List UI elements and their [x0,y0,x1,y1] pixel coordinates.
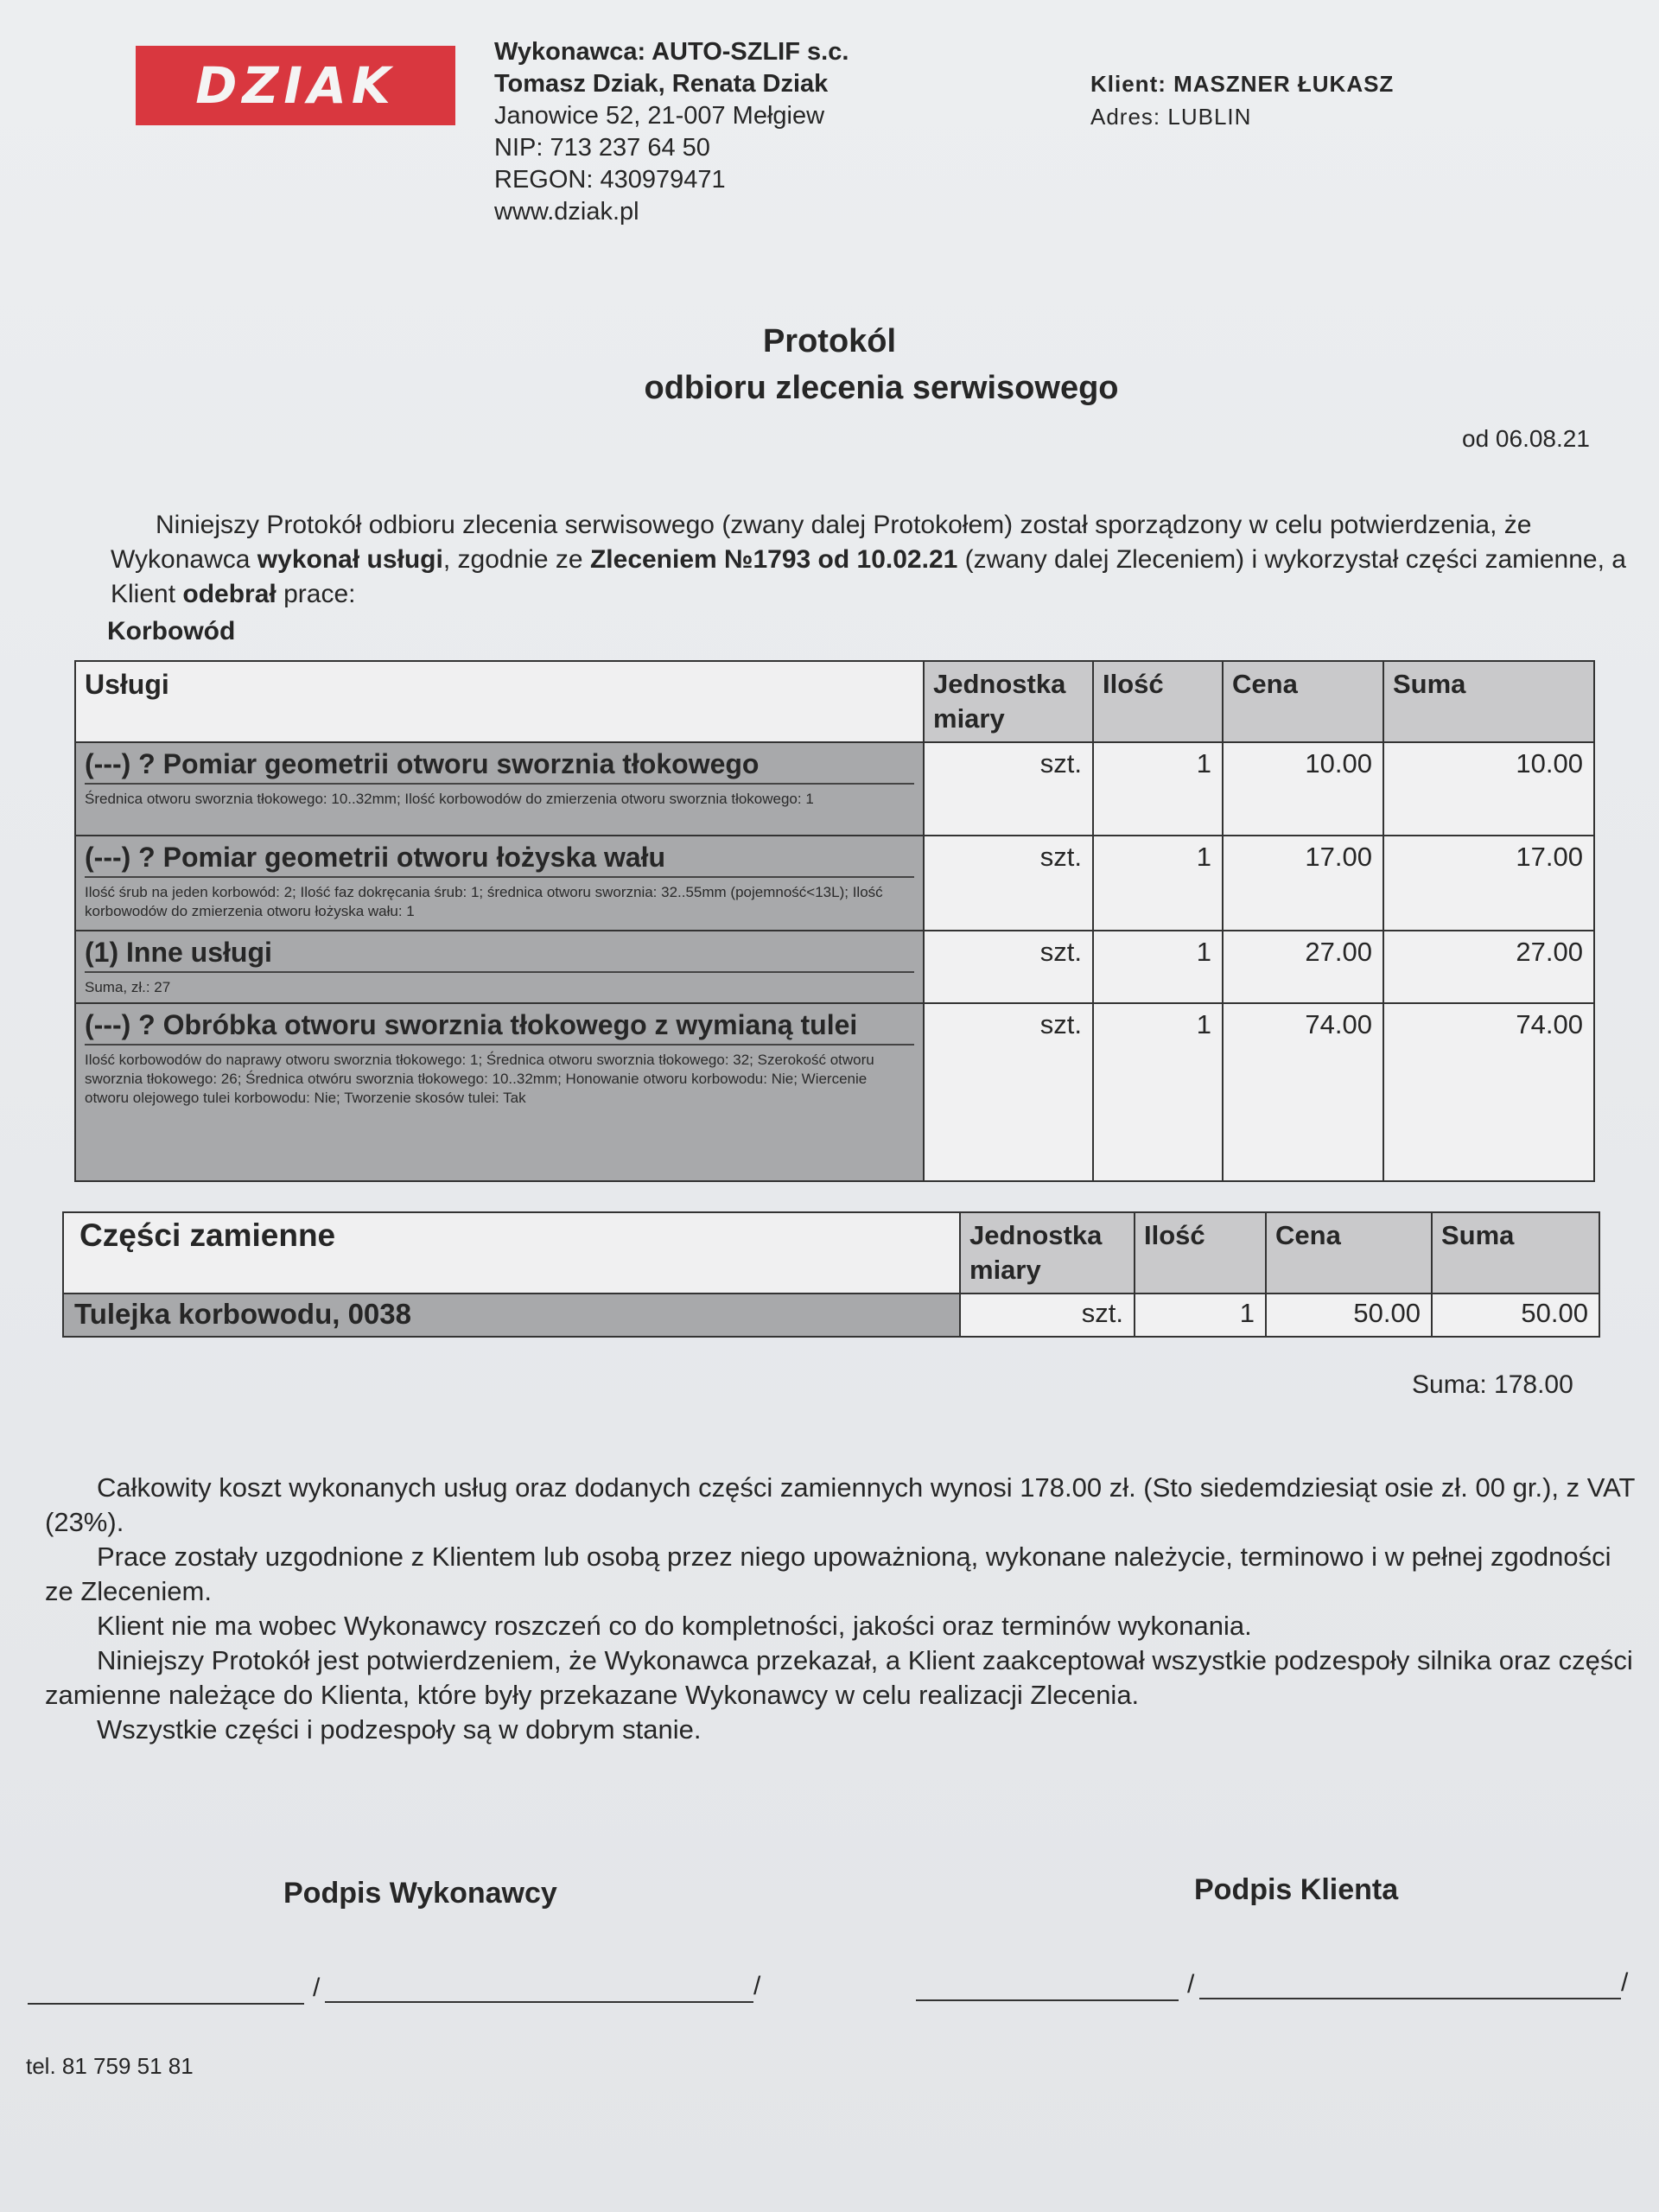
parts-header-row [63,1212,1599,1294]
intro-text-2: , zgodnie ze [442,545,590,574]
service-cell [75,931,924,1003]
contractor-name-line [325,2001,753,2003]
intro-text-4: prace: [276,580,356,608]
service-unit: szt. [924,836,1093,931]
contractor-name: Wykonawca: AUTO-SZLIF s.c. [494,38,849,66]
service-sum: 17.00 [1383,836,1594,931]
service-qty: 1 [1093,742,1223,836]
header-unit: Jednostka miary [924,661,1093,742]
paragraph-claims: Klient nie ma wobec Wykonawcy roszczeń co do kompletności, jakości oraz terminów wykonania. [97,1611,1252,1641]
service-details: Ilość śrub na jeden korbowód: 2; Ilość faz dokręcania śrub: 1; średnica otworu sworznia: 32..55mm (pojemność<13L); Ilość korbowodów do zmierzenia otworu łożyska wału: 1 [85,884,883,919]
contractor-name-slash: / [753,1972,761,2000]
intro-text-1: Niniejszy Protokół odbioru zlecenia serwisowego (zwany dalej Protokołem) został sporządzony w celu potwierdzenia, że Wykonawca [111,511,1532,574]
document-subtitle: odbioru zlecenia serwisowego [644,370,1119,406]
service-details: Ilość korbowodów do naprawy otworu sworznia tłokowego: 1; Średnica otworu sworznia tłokowego: 32; Szerokość otworu sworznia tłokowego: 26; Średnica otwóru sworznia tłokowego: 10..32mm; Honowanie otworu korbowodu: Nie; Wiercenie otworu olejowego tulei korbowodu: Nie; Tworzenie skosów tulei: Tak [85,1052,874,1106]
client-info [1090,67,1394,133]
service-sum: 27.00 [1383,931,1594,1003]
service-qty: 1 [1093,836,1223,931]
part-unit: szt. [960,1294,1135,1337]
client-signature-slash: / [1187,1970,1195,1999]
header-price: Cena [1266,1212,1432,1294]
intro-order-ref: Zleceniem №1793 od 10.02.21 [589,545,958,574]
service-qty: 1 [1093,931,1223,1003]
paragraph-confirmation: Niniejszy Protokół jest potwierdzeniem, że Wykonawca przekazał, a Klient zaakceptował wszystkie podzespoły silnika oraz części zamienne należące do Klienta, które były przekazane Wykonawcy w celu realizacji Zlecenia. [45,1645,1633,1710]
services-header-row [75,661,1594,742]
intro-text-3: (zwany dalej Zleceniem) i wykorzystał części zamienne, a Klient [111,545,1626,608]
client-name-line [1199,1998,1621,1999]
services-table [74,660,1595,1182]
table-row [63,1294,1599,1337]
service-price: 74.00 [1223,1003,1383,1181]
contractor-nip: NIP: 713 237 64 50 [494,134,710,162]
service-qty: 1 [1093,1003,1223,1181]
service-price: 10.00 [1223,742,1383,836]
table-row [75,836,1594,931]
service-name: (---) ? Obróbka otworu sworznia tłokowego z wymianą tulei [85,1007,914,1046]
service-cell [75,836,924,931]
service-name: (1) Inne usługi [85,935,914,973]
header-parts: Części zamienne [63,1212,960,1294]
contractor-info [494,36,849,228]
service-price: 27.00 [1223,931,1383,1003]
paragraph-agreement: Prace zostały uzgodnione z Klientem lub osobą przez niego upoważnioną, wykonane należycie, terminowo i w pełnej zgodności ze Zleceniem. [45,1541,1611,1606]
paragraph-condition: Wszystkie części i podzespoły są w dobrym stanie. [97,1714,702,1745]
contractor-signature-label: Podpis Wykonawcy [283,1877,557,1910]
document-date: od 06.08.21 [1462,425,1590,452]
contractor-website: www.dziak.pl [494,198,639,226]
header-qty: Ilość [1135,1212,1266,1294]
logo-text: DZIAK [195,56,396,115]
intro-bold-3: odebrał [182,580,276,608]
client-name-slash: / [1621,1968,1629,1997]
intro-bold-1: wykonał usługi [257,545,443,574]
header-services: Usługi [75,661,924,742]
service-unit: szt. [924,1003,1093,1181]
client-signature-line [916,1999,1179,2001]
intro-paragraph [111,508,1631,612]
part-price: 50.00 [1266,1294,1432,1337]
table-row [75,1003,1594,1181]
contractor-owners: Tomasz Dziak, Renata Dziak [494,70,829,98]
client-signature-label: Podpis Klienta [1194,1873,1399,1906]
service-cell [75,742,924,836]
parts-table [62,1211,1600,1338]
part-qty: 1 [1135,1294,1266,1337]
header-sum: Suma [1383,661,1594,742]
header-price: Cena [1223,661,1383,742]
total-sum: Suma: 178.00 [1412,1370,1573,1399]
service-unit: szt. [924,931,1093,1003]
service-name: (---) ? Pomiar geometrii otworu sworznia tłokowego [85,747,914,785]
header-unit: Jednostka miary [960,1212,1135,1294]
client-address: Adres: LUBLIN [1090,104,1252,130]
service-sum: 74.00 [1383,1003,1594,1181]
contractor-signature-line [28,2003,304,2005]
service-price: 17.00 [1223,836,1383,931]
part-sum: 50.00 [1432,1294,1599,1337]
paragraph-cost: Całkowity koszt wykonanych usług oraz dodanych części zamiennych wynosi 178.00 zł. (Sto siedemdziesiąt osie zł. 00 gr.), z VAT (23%). [45,1472,1635,1537]
footer-phone: tel. 81 759 51 81 [26,2053,194,2079]
table-row [75,742,1594,836]
service-unit: szt. [924,742,1093,836]
contractor-signature-slash: / [313,1974,321,2002]
service-name: (---) ? Pomiar geometrii otworu łożyska wału [85,840,914,878]
document-title: Protokól [762,323,897,359]
client-name: Klient: MASZNER ŁUKASZ [1090,71,1395,97]
service-details: Średnica otworu sworznia tłokowego: 10..32mm; Ilość korbowodów do zmierzenia otworu sworznia tłokowego: 1 [85,791,814,807]
contractor-regon: REGON: 430979471 [494,166,726,194]
service-sum: 10.00 [1383,742,1594,836]
part-name: Tulejka korbowodu, 0038 [63,1294,960,1337]
table-row [75,931,1594,1003]
header-sum: Suma [1432,1212,1599,1294]
contractor-address: Janowice 52, 21-007 Mełgiew [494,102,825,130]
body-text [45,1471,1643,1747]
header-qty: Ilość [1093,661,1223,742]
service-details: Suma, zł.: 27 [85,979,171,995]
section-label: Korbowód [107,617,236,645]
service-cell [75,1003,924,1181]
company-logo [136,46,455,125]
